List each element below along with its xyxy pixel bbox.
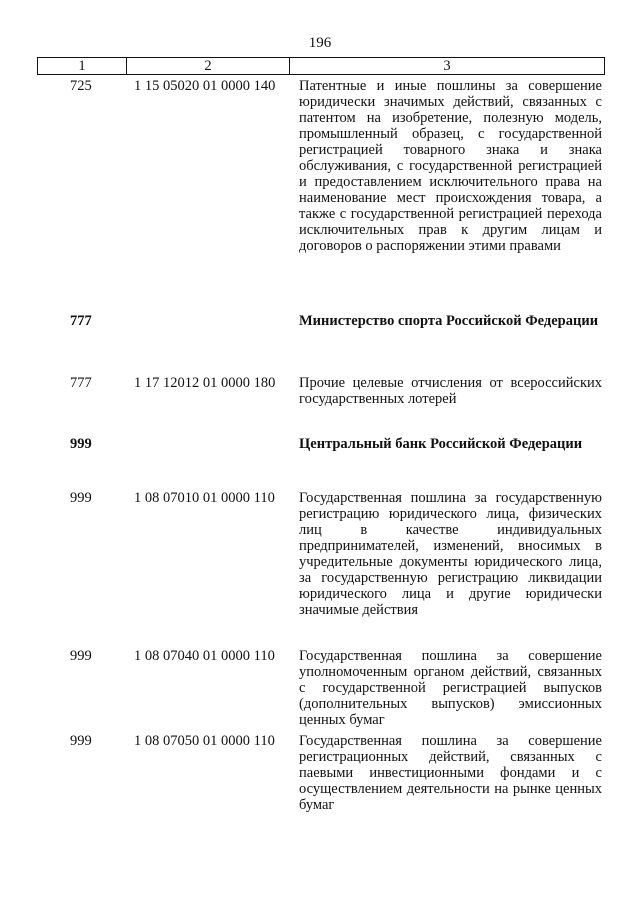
revenue-description: Патентные и иные пошлины за совершение юридически значимых действий, связанных с патентом на изобретение, полезную модель, промышленный образец, с государственной регистрацией товарного знака и знака обслуживания, с государственной регистрацией и предоставлением исключительного права на наименование мест происхождения товара, а также с государственной регистрацией перехода исключительных прав к другим лицам и договоров о распоряжении этими правами — [299, 78, 602, 254]
revenue-description: Прочие целевые отчисления от всероссийских государственных лотерей — [299, 375, 602, 407]
admin-code: 725 — [70, 78, 92, 94]
section-heading: Центральный банк Российской Федерации — [299, 436, 583, 452]
budget-classification-code: 1 08 07050 01 0000 110 — [134, 733, 275, 749]
admin-code: 999 — [70, 648, 92, 664]
revenue-description: Государственная пошлина за государственную регистрацию юридического лица, физических лиц в качестве индивидуальных предпринимателей, изменений, вносимых в учредительные документы юридического лица, за государственную регистрацию ликвидации юридического лица и другие юридически значимые действия — [299, 490, 602, 618]
budget-classification-code: 1 08 07010 01 0000 110 — [134, 490, 275, 506]
header-col-2: 2 — [127, 58, 290, 75]
admin-code: 777 — [70, 375, 92, 391]
section-heading: Министерство спорта Российской Федерации — [299, 313, 599, 329]
budget-classification-code: 1 17 12012 01 0000 180 — [134, 375, 276, 391]
page-number: 196 — [308, 35, 332, 51]
admin-code: 999 — [70, 733, 92, 749]
budget-classification-code: 1 15 05020 01 0000 140 — [134, 78, 276, 94]
admin-code: 999 — [70, 436, 92, 452]
header-col-3: 3 — [290, 58, 605, 75]
admin-code: 999 — [70, 490, 92, 506]
header-col-1: 1 — [38, 58, 127, 75]
budget-classification-code: 1 08 07040 01 0000 110 — [134, 648, 275, 664]
revenue-description: Государственная пошлина за совершение уполномоченным органом действий, связанных с государственной регистрацией выпусков (дополнительных выпусков) эмиссионных ценных бумаг — [299, 648, 602, 728]
column-header-table — [37, 57, 605, 75]
revenue-description: Государственная пошлина за совершение регистрационных действий, связанных с паевыми инвестиционными фондами и с осуществлением деятельности на рынке ценных бумаг — [299, 733, 602, 813]
admin-code: 777 — [70, 313, 92, 329]
